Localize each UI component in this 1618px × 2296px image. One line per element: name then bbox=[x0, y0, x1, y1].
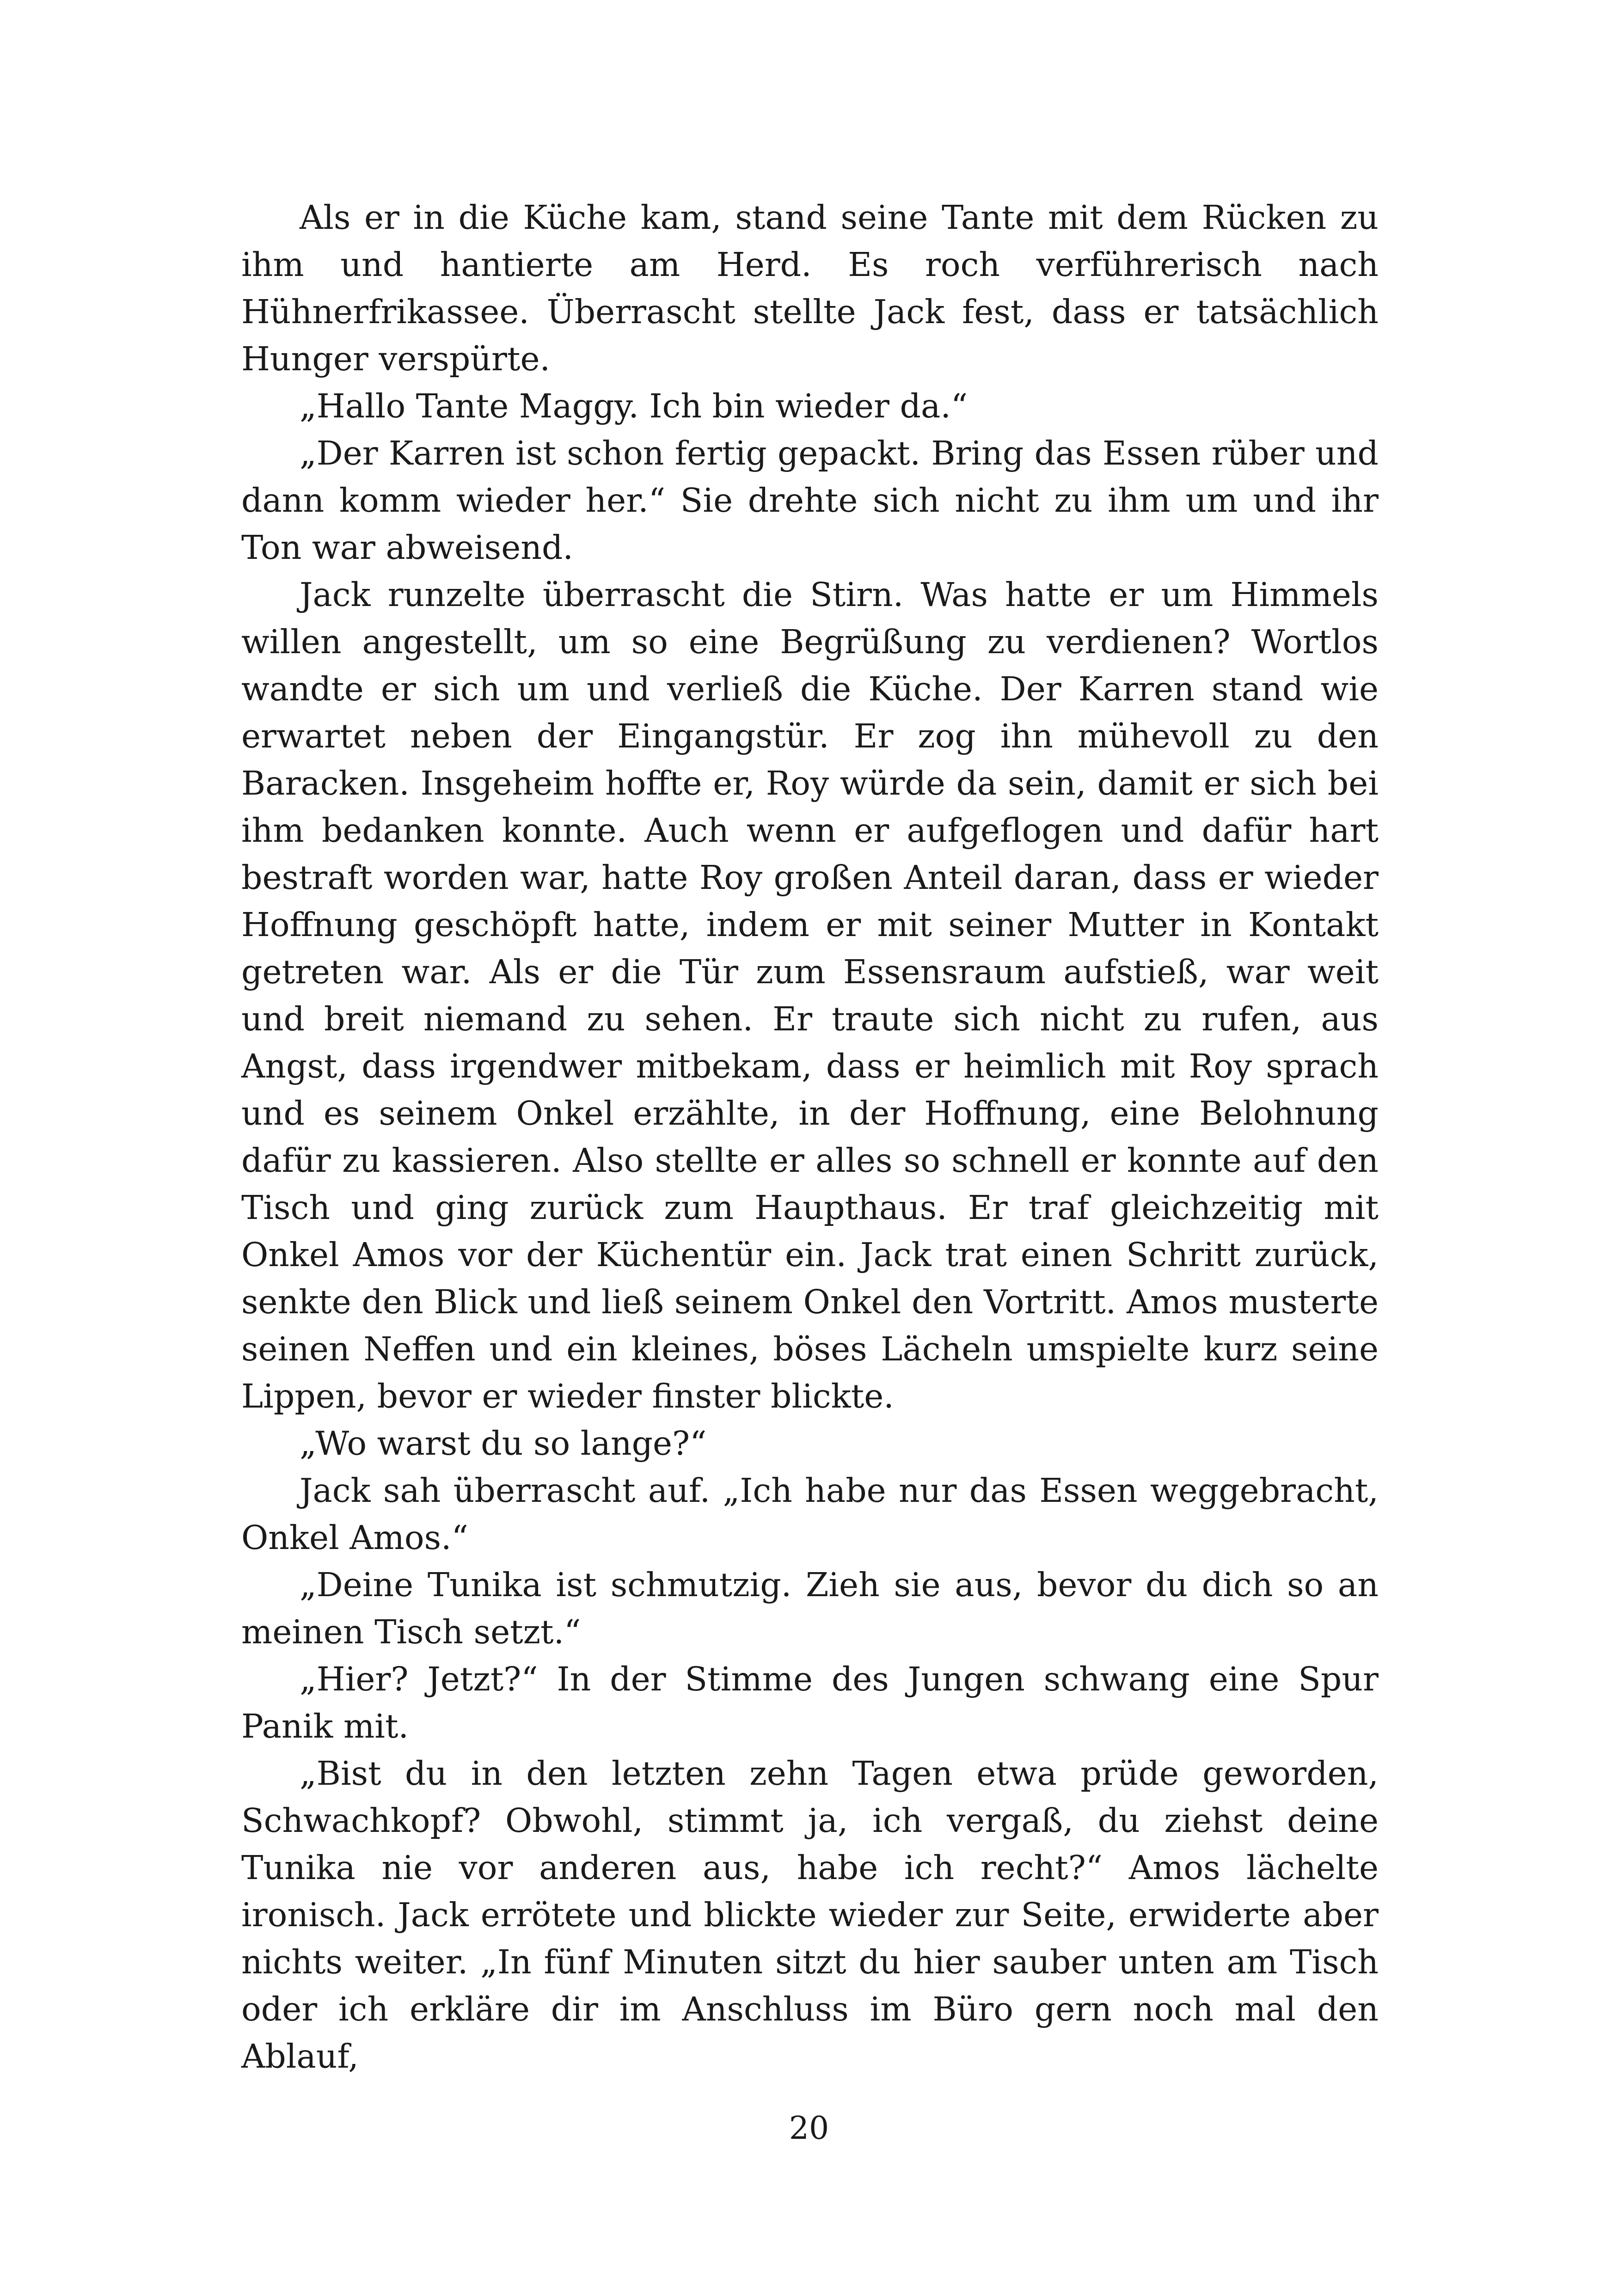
paragraph-7: „Deine Tunika ist schmutzig. Zieh sie aus, bevor du dich so an meinen Tisch setzt.“ bbox=[241, 1566, 1379, 1651]
paragraph-2: „Hallo Tante Maggy. Ich bin wieder da.“ bbox=[300, 387, 968, 425]
paragraph-1: Als er in die Küche kam, stand seine Tante mit dem Rücken zu ihm und hantierte am Herd. Es roch verführerisch nach Hühnerfrikassee. Überrascht stellte Jack fest, dass er tatsächlich Hunger verspürte. bbox=[241, 198, 1379, 378]
paragraph-3: „Der Karren ist schon fertig gepackt. Bring das Essen rüber und dann komm wieder her.“ Sie drehte sich nicht zu ihm um und ihr Ton war abweisend. bbox=[241, 434, 1379, 567]
paragraph-5: „Wo warst du so lange?“ bbox=[300, 1424, 707, 1463]
paragraph-8: „Hier? Jetzt?“ In der Stimme des Jungen schwang eine Spur Panik mit. bbox=[241, 1660, 1379, 1745]
paragraph-9: „Bist du in den letzten zehn Tagen etwa prüde geworden, Schwachkopf? Obwohl, stimmt ja, ich vergaß, du ziehst deine Tunika nie vor anderen aus, habe ich recht?“ Amos lächelte ironisch. Jack errötete und blickte wieder zur Seite, erwiderte aber nichts weiter. „In fünf Minuten sitzt du hier sauber unten am Tisch oder ich erkläre dir im Anschluss im Büro gern noch mal den Ablauf, bbox=[241, 1754, 1379, 2076]
page-number: 20 bbox=[789, 2110, 829, 2147]
paragraph-4: Jack runzelte überrascht die Stirn. Was hatte er um Himmels willen angestellt, um so eine Begrüßung zu verdienen? Wortlos wandte er sich um und verließ die Küche. Der Karren stand wie erwartet neben der Eingangstür. Er zog ihn mühevoll zu den Baracken. Insgeheim hoffte er, Roy würde da sein, damit er sich bei ihm bedanken konnte. Auch wenn er aufgeflogen und dafür hart bestraft worden war, hatte Roy großen Anteil daran, dass er wieder Hoffnung geschöpft hatte, indem er mit seiner Mutter in Kontakt getreten war. Als er die Tür zum Essensraum aufstieß, war weit und breit niemand zu sehen. Er traute sich nicht zu rufen, aus Angst, dass irgendwer mitbekam, dass er heimlich mit Roy sprach und es seinem Onkel erzählte, in der Hoffnung, eine Belohnung dafür zu kassieren. Also stellte er alles so schnell er konnte auf den Tisch und ging zurück zum Haupthaus. Er traf gleichzeitig mit Onkel Amos vor der Küchentür ein. Jack trat einen Schritt zurück, senkte den Blick und ließ seinem Onkel den Vortritt. Amos musterte seinen Neffen und ein kleines, böses Lächeln umspielte kurz seine Lippen, bevor er wieder finster blickte. bbox=[241, 576, 1379, 1415]
body-text bbox=[241, 194, 1379, 2080]
paragraph-6: Jack sah überrascht auf. „Ich habe nur das Essen weggebracht, Onkel Amos.“ bbox=[241, 1471, 1379, 1557]
